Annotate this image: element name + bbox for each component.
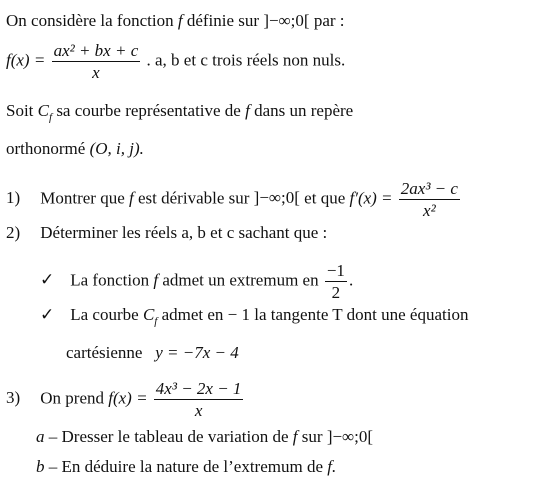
question-3 [6, 380, 245, 419]
function-fraction [154, 380, 244, 419]
function-symbol: f [153, 270, 159, 290]
definition-line [6, 42, 345, 81]
derivative-fraction [399, 180, 460, 219]
subquestion-text: – En déduire la nature de l’extremum de [48, 457, 323, 476]
subquestion-text: – Dresser le tableau de variation de [48, 427, 289, 446]
question-text: Montrer que [40, 188, 125, 208]
function-symbol: f. [327, 457, 337, 476]
interval-expression: ]−∞;0[ [263, 11, 310, 30]
intro-line [6, 12, 345, 29]
curve-text: Soit [6, 101, 34, 120]
intro-text-2: définie sur [186, 11, 260, 30]
subquestion-a [36, 428, 373, 445]
condition-text: La fonction [70, 270, 150, 290]
subquestion-label: b [36, 457, 45, 476]
curve-text-3: dans un repère [254, 101, 354, 120]
condition-text-2: admet en − 1 la tangente T dont une équation [161, 305, 469, 324]
question-text-2: est dérivable sur [138, 188, 250, 208]
repere-text: orthonormé [6, 139, 86, 158]
subquestion-text-2: sur [301, 427, 323, 446]
interval-expression: ]−∞;0[ [253, 188, 300, 208]
derivative-numerator: 2ax³ − c [400, 179, 458, 198]
function-symbol: f [292, 427, 298, 446]
extremum-numerator: −1 [326, 261, 345, 280]
condition-2-equation [66, 344, 239, 361]
intro-text-3: par : [313, 11, 345, 30]
condition-text-2: admet un extremum en [162, 270, 319, 290]
curve-line [6, 102, 353, 123]
curve-text-2: sa courbe représentative de [56, 101, 241, 120]
condition-1: ✓ La fonction f admet un extremum en $\frac{-1}{2}$ . [40, 261, 354, 302]
repere-expression: (O, i, j). [89, 139, 144, 158]
definition-text: . a, b et c trois réels non nuls. [146, 50, 346, 70]
question-number: 3) [6, 388, 21, 408]
definition-lhs: f(x) = [6, 50, 46, 70]
question-number: 1) [6, 188, 21, 208]
function-numerator: 4x³ − 2x − 1 [155, 379, 242, 398]
function-lhs: f(x) = [108, 388, 148, 408]
checkmark-icon: ✓ [40, 270, 55, 290]
function-symbol: f [245, 101, 250, 120]
question-1 [6, 180, 462, 219]
question-2 [6, 224, 327, 241]
function-symbol: f [177, 11, 183, 30]
derivative-denominator: x² [423, 201, 436, 220]
interval-expression: ]−∞;0[ [326, 427, 374, 446]
curve-symbol: $C_f$ [37, 101, 53, 124]
function-denominator: x [194, 401, 203, 420]
condition-2 [40, 306, 468, 327]
condition-text: La courbe [70, 305, 139, 324]
question-text-3: et que [304, 188, 346, 208]
question-text: On prend [40, 388, 104, 408]
checkmark-icon: ✓ [40, 305, 55, 324]
repere-line [6, 140, 144, 157]
curve-symbol: $C_f$ [142, 305, 158, 328]
function-symbol: f [129, 188, 134, 208]
definition-denominator: x [92, 63, 100, 82]
question-number: 2) [6, 223, 21, 242]
condition-text-3: cartésienne [66, 343, 143, 362]
derivative-lhs: f′(x) = [349, 188, 393, 208]
intro-text: On considère la fonction [6, 11, 174, 30]
extremum-fraction [325, 262, 347, 301]
definition-fraction [52, 42, 141, 81]
question-text: Déterminer les réels a, b et c sachant que : [40, 223, 328, 242]
tangent-equation: y = −7x − 4 [155, 343, 239, 362]
definition-numerator: ax² + bx + c [53, 41, 139, 60]
subquestion-b [36, 458, 336, 475]
extremum-denominator: 2 [331, 283, 341, 302]
subquestion-label: a [36, 427, 45, 446]
